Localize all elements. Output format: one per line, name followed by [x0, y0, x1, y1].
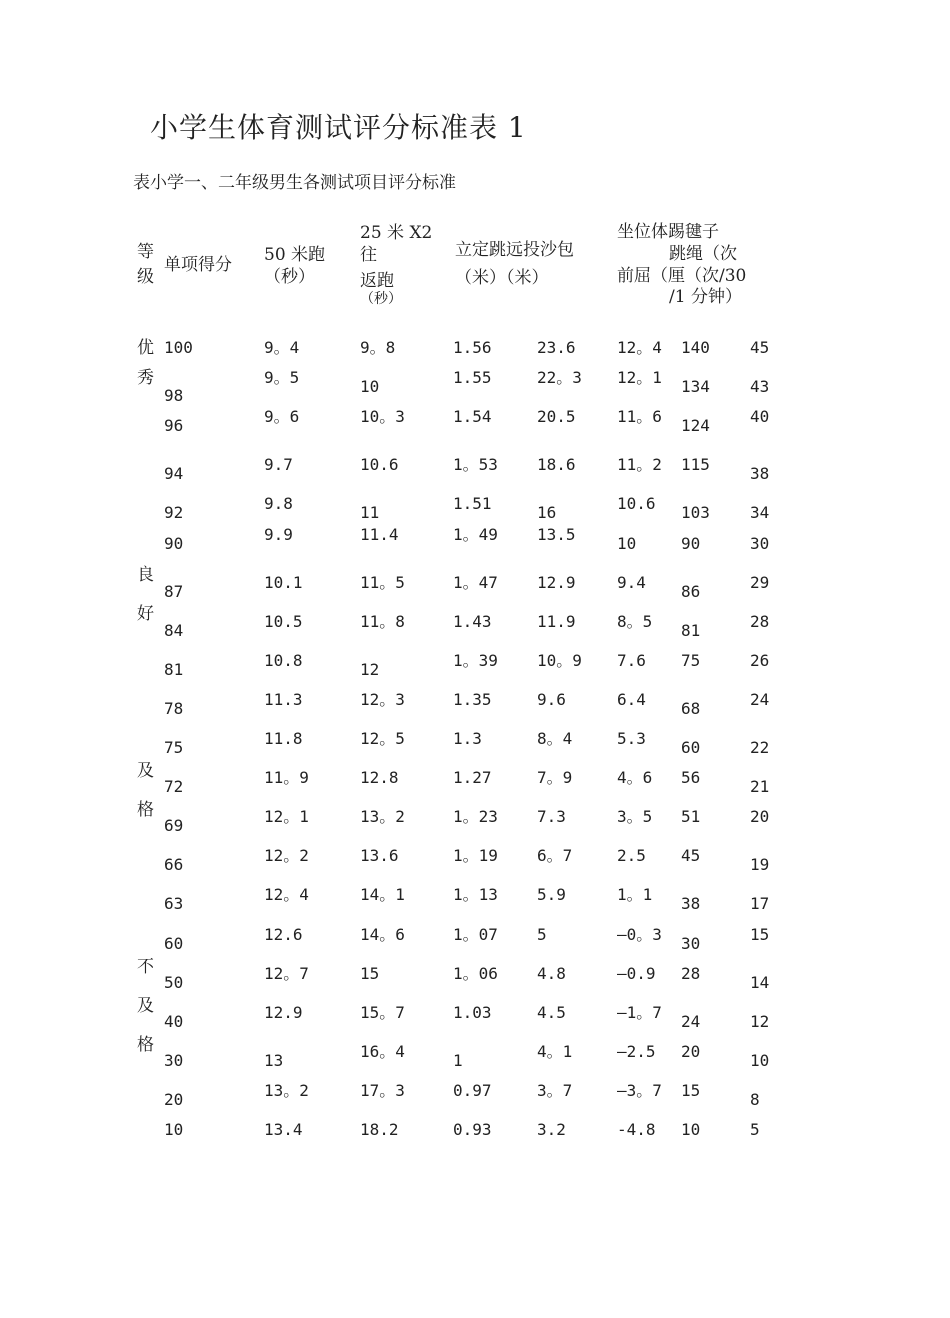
- cell-standing-jump: 1.3: [453, 729, 482, 748]
- header-grade-line2: 级: [137, 267, 154, 287]
- document-title: 小学生体育测试评分标准表 1: [150, 111, 527, 144]
- cell-score: 10: [164, 1120, 184, 1139]
- cell-score: 78: [164, 698, 184, 718]
- cell-rope-skip: 14: [750, 972, 770, 992]
- cell-rope-skip: 20: [750, 807, 770, 827]
- grade-good-char2: 好: [137, 604, 154, 624]
- header-shuttle-line2: 往: [360, 245, 377, 265]
- cell-sit-and-reach: 3。5: [617, 807, 653, 827]
- grade-fail-char2: 及: [137, 996, 154, 1016]
- cell-rope-skip: 22: [750, 738, 770, 757]
- grade-excellent-char1: 优: [137, 338, 154, 358]
- cell-rope-skip: 24: [750, 689, 770, 709]
- cell-sandbag-throw: 18.6: [537, 455, 576, 475]
- grade-good: [137, 565, 154, 624]
- cell-shuttlecock-kick: 68: [681, 698, 701, 718]
- cell-sit-and-reach: 7.6: [617, 650, 646, 670]
- cell-sandbag-throw: 5.9: [537, 885, 566, 905]
- cell-sandbag-throw: 7.3: [537, 807, 566, 827]
- cell-sit-and-reach: —0.9: [617, 963, 656, 983]
- cell-shuttlecock-kick: 28: [681, 963, 701, 983]
- header-grade-line1: 等: [137, 242, 154, 262]
- header-sitreach-shuttlecock: 坐位体踢毽子: [617, 222, 719, 242]
- cell-shuttlecock-kick: 10: [681, 1120, 701, 1139]
- cell-run-50m: 9.9: [264, 524, 293, 544]
- cell-score: 20: [164, 1089, 184, 1109]
- header-per-minute: /1 分钟）: [669, 287, 742, 307]
- cell-shuttle-run: 10.6: [360, 455, 399, 475]
- cell-standing-jump: 1。13: [453, 885, 498, 905]
- cell-rope-skip: 17: [750, 894, 770, 914]
- cell-rope-skip: 10: [750, 1050, 770, 1070]
- cell-standing-jump: 0.93: [453, 1120, 492, 1139]
- cell-shuttlecock-kick: 124: [681, 416, 710, 436]
- cell-standing-jump: 1.43: [453, 611, 492, 631]
- cell-shuttlecock-kick: 56: [681, 768, 701, 788]
- cell-score: 40: [164, 1011, 184, 1031]
- cell-run-50m: 10.5: [264, 611, 303, 631]
- cell-rope-skip: 34: [750, 503, 770, 523]
- grade-pass-char1: 及: [137, 761, 154, 781]
- grade-fail-char3: 格: [137, 1035, 154, 1055]
- cell-run-50m: 9.7: [264, 455, 293, 475]
- cell-score: 87: [164, 581, 184, 601]
- cell-shuttlecock-kick: 51: [681, 807, 701, 827]
- cell-standing-jump: 1。19: [453, 846, 498, 866]
- cell-run-50m: 9.8: [264, 494, 293, 514]
- cell-shuttlecock-kick: 30: [681, 933, 701, 953]
- cell-sandbag-throw: 3.2: [537, 1120, 566, 1139]
- header-shuttle-line1: 25 米 X2: [360, 223, 433, 243]
- cell-score: 84: [164, 620, 184, 640]
- cell-score: 75: [164, 738, 184, 757]
- cell-shuttle-run: 11.4: [360, 524, 399, 544]
- cell-score: 81: [164, 659, 184, 679]
- cell-standing-jump: 1.27: [453, 768, 492, 788]
- grade-good-char1: 良: [137, 565, 154, 585]
- cell-rope-skip: 45: [750, 338, 770, 357]
- cell-shuttle-run: 11: [360, 503, 380, 523]
- cell-sit-and-reach: 12。1: [617, 368, 662, 388]
- cell-rope-skip: 19: [750, 855, 770, 875]
- cell-run-50m: 9。6: [264, 407, 300, 427]
- grade-excellent-char2: 秀: [137, 368, 154, 388]
- cell-sit-and-reach: 4。6: [617, 768, 653, 788]
- cell-shuttlecock-kick: 134: [681, 377, 710, 397]
- cell-shuttle-run: 13.6: [360, 846, 399, 866]
- cell-score: 92: [164, 503, 184, 523]
- cell-sandbag-throw: 22。3: [537, 368, 582, 388]
- cell-sit-and-reach: 10: [617, 533, 637, 553]
- header-score: 单项得分: [164, 255, 232, 275]
- cell-standing-jump: 1。23: [453, 807, 498, 827]
- cell-shuttle-run: 13。2: [360, 807, 405, 827]
- cell-shuttlecock-kick: 86: [681, 581, 701, 601]
- cell-sit-and-reach: 8。5: [617, 611, 653, 631]
- header-50m-run: [264, 244, 325, 288]
- cell-standing-jump: 1.54: [453, 407, 492, 427]
- cell-sit-and-reach: 5.3: [617, 729, 646, 748]
- cell-rope-skip: 43: [750, 377, 770, 397]
- cell-score: 66: [164, 855, 184, 875]
- cell-standing-jump: 1.56: [453, 338, 492, 357]
- cell-run-50m: 9。4: [264, 338, 300, 357]
- cell-shuttlecock-kick: 45: [681, 846, 701, 866]
- cell-sit-and-reach: —0。3: [617, 924, 662, 944]
- cell-sit-and-reach: 6.4: [617, 689, 646, 709]
- cell-standing-jump: 1.51: [453, 494, 492, 514]
- cell-sandbag-throw: 7。9: [537, 768, 573, 788]
- cell-rope-skip: 38: [750, 464, 770, 484]
- cell-sit-and-reach: 11。6: [617, 407, 662, 427]
- cell-shuttle-run: 10: [360, 377, 380, 397]
- grade-fail-char1: 不: [137, 957, 154, 977]
- header-shuttle-run: [360, 222, 432, 306]
- cell-sit-and-reach: 10.6: [617, 494, 656, 514]
- cell-shuttlecock-kick: 75: [681, 650, 701, 670]
- cell-rope-skip: 28: [750, 611, 770, 631]
- grade-excellent: [137, 338, 154, 388]
- header-shuttle-line4: （秒）: [360, 291, 402, 306]
- cell-sandbag-throw: 5: [537, 924, 547, 944]
- cell-sit-and-reach: -4.8: [617, 1120, 656, 1139]
- cell-sit-and-reach: 9.4: [617, 572, 646, 592]
- cell-shuttle-run: 15。7: [360, 1002, 405, 1022]
- cell-sit-and-reach: —1。7: [617, 1002, 662, 1022]
- cell-shuttlecock-kick: 24: [681, 1011, 701, 1031]
- cell-sandbag-throw: 12.9: [537, 572, 576, 592]
- cell-shuttle-run: 15: [360, 963, 380, 983]
- cell-shuttle-run: 12.8: [360, 768, 399, 788]
- cell-sandbag-throw: 4.8: [537, 963, 566, 983]
- cell-sandbag-throw: 13.5: [537, 524, 576, 544]
- cell-shuttle-run: 10。3: [360, 407, 405, 427]
- cell-score: 100: [164, 338, 193, 357]
- cell-shuttlecock-kick: 20: [681, 1041, 701, 1061]
- cell-rope-skip: 30: [750, 533, 770, 553]
- cell-standing-jump: 1。06: [453, 963, 498, 983]
- cell-sandbag-throw: 20.5: [537, 407, 576, 427]
- cell-rope-skip: 12: [750, 1011, 770, 1031]
- cell-run-50m: 12.6: [264, 924, 303, 944]
- cell-run-50m: 12。7: [264, 963, 309, 983]
- cell-sit-and-reach: 2.5: [617, 846, 646, 866]
- cell-run-50m: 12。4: [264, 885, 309, 905]
- cell-score: 63: [164, 894, 184, 914]
- cell-sandbag-throw: 16: [537, 503, 557, 523]
- cell-shuttle-run: 12。3: [360, 689, 405, 709]
- cell-run-50m: 13: [264, 1050, 284, 1070]
- cell-shuttlecock-kick: 81: [681, 620, 701, 640]
- cell-rope-skip: 15: [750, 924, 770, 944]
- cell-standing-jump: 1。53: [453, 455, 498, 475]
- cell-shuttle-run: 11。8: [360, 611, 405, 631]
- cell-shuttle-run: 9。8: [360, 338, 396, 357]
- cell-run-50m: 11.3: [264, 689, 303, 709]
- header-shuttle-line3: 返跑: [360, 271, 394, 291]
- cell-standing-jump: 0.97: [453, 1080, 492, 1100]
- cell-shuttle-run: 12: [360, 659, 380, 679]
- grade-fail: [137, 957, 154, 1055]
- cell-run-50m: 11。9: [264, 768, 309, 788]
- cell-shuttlecock-kick: 15: [681, 1080, 701, 1100]
- cell-sandbag-throw: 4.5: [537, 1002, 566, 1022]
- cell-shuttle-run: 14。1: [360, 885, 405, 905]
- cell-run-50m: 12。2: [264, 846, 309, 866]
- cell-shuttle-run: 14。6: [360, 924, 405, 944]
- cell-sandbag-throw: 11.9: [537, 611, 576, 631]
- cell-standing-jump: 1。07: [453, 924, 498, 944]
- cell-rope-skip: 26: [750, 650, 770, 670]
- header-jump-sandbag: [455, 239, 574, 289]
- cell-rope-skip: 8: [750, 1089, 760, 1109]
- cell-run-50m: 9。5: [264, 368, 300, 388]
- header-forward-bend: 前屈（厘（次/30: [617, 266, 747, 286]
- cell-run-50m: 13。2: [264, 1080, 309, 1100]
- cell-standing-jump: 1.55: [453, 368, 492, 388]
- cell-run-50m: 10.8: [264, 650, 303, 670]
- cell-rope-skip: 40: [750, 407, 770, 427]
- cell-standing-jump: 1。49: [453, 524, 498, 544]
- cell-shuttle-run: 11。5: [360, 572, 405, 592]
- cell-run-50m: 12.9: [264, 1002, 303, 1022]
- cell-shuttle-run: 17。3: [360, 1080, 405, 1100]
- cell-shuttlecock-kick: 115: [681, 455, 710, 475]
- cell-sandbag-throw: 23.6: [537, 338, 576, 357]
- header-jump-sandbag-line1: 立定跳远投沙包: [455, 240, 574, 260]
- cell-sit-and-reach: 12。4: [617, 338, 662, 357]
- cell-score: 90: [164, 533, 184, 553]
- header-50m-run-line2: （秒）: [264, 267, 315, 287]
- cell-shuttlecock-kick: 103: [681, 503, 710, 523]
- cell-sandbag-throw: 4。1: [537, 1041, 573, 1061]
- cell-score: 72: [164, 777, 184, 797]
- cell-sit-and-reach: 11。2: [617, 455, 662, 475]
- cell-shuttle-run: 18.2: [360, 1120, 399, 1139]
- cell-run-50m: 12。1: [264, 807, 309, 827]
- cell-sandbag-throw: 9.6: [537, 689, 566, 709]
- cell-rope-skip: 21: [750, 777, 770, 797]
- table-caption: 表小学一、二年级男生各测试项目评分标准: [133, 173, 456, 193]
- cell-rope-skip: 5: [750, 1120, 760, 1139]
- cell-sit-and-reach: —2.5: [617, 1041, 656, 1061]
- cell-score: 96: [164, 416, 184, 436]
- header-grade: [137, 241, 154, 288]
- cell-score: 94: [164, 464, 184, 484]
- cell-score: 98: [164, 386, 184, 406]
- header-jump-sandbag-line2: （米）（米）: [455, 268, 549, 288]
- cell-rope-skip: 29: [750, 572, 770, 592]
- header-50m-run-line1: 50 米跑: [264, 245, 326, 265]
- cell-sandbag-throw: 6。7: [537, 846, 573, 866]
- cell-sandbag-throw: 8。4: [537, 729, 573, 748]
- header-rope: 跳绳（次: [669, 244, 737, 264]
- cell-sit-and-reach: 1。1: [617, 885, 653, 905]
- cell-shuttle-run: 16。4: [360, 1041, 405, 1061]
- cell-run-50m: 11.8: [264, 729, 303, 748]
- cell-shuttle-run: 12。5: [360, 729, 405, 748]
- cell-sit-and-reach: —3。7: [617, 1080, 662, 1100]
- cell-score: 60: [164, 933, 184, 953]
- cell-standing-jump: 1。47: [453, 572, 498, 592]
- cell-shuttlecock-kick: 60: [681, 738, 701, 757]
- cell-sandbag-throw: 10。9: [537, 650, 582, 670]
- cell-standing-jump: 1.03: [453, 1002, 492, 1022]
- cell-sandbag-throw: 3。7: [537, 1080, 573, 1100]
- cell-standing-jump: 1.35: [453, 689, 492, 709]
- cell-shuttlecock-kick: 140: [681, 338, 710, 357]
- cell-standing-jump: 1: [453, 1050, 463, 1070]
- cell-run-50m: 13.4: [264, 1120, 303, 1139]
- cell-shuttlecock-kick: 38: [681, 894, 701, 914]
- cell-score: 50: [164, 972, 184, 992]
- grade-pass: [137, 761, 154, 820]
- cell-standing-jump: 1。39: [453, 650, 498, 670]
- cell-shuttlecock-kick: 90: [681, 533, 701, 553]
- cell-run-50m: 10.1: [264, 572, 303, 592]
- cell-score: 69: [164, 816, 184, 836]
- cell-score: 30: [164, 1050, 184, 1070]
- grade-pass-char2: 格: [137, 800, 154, 820]
